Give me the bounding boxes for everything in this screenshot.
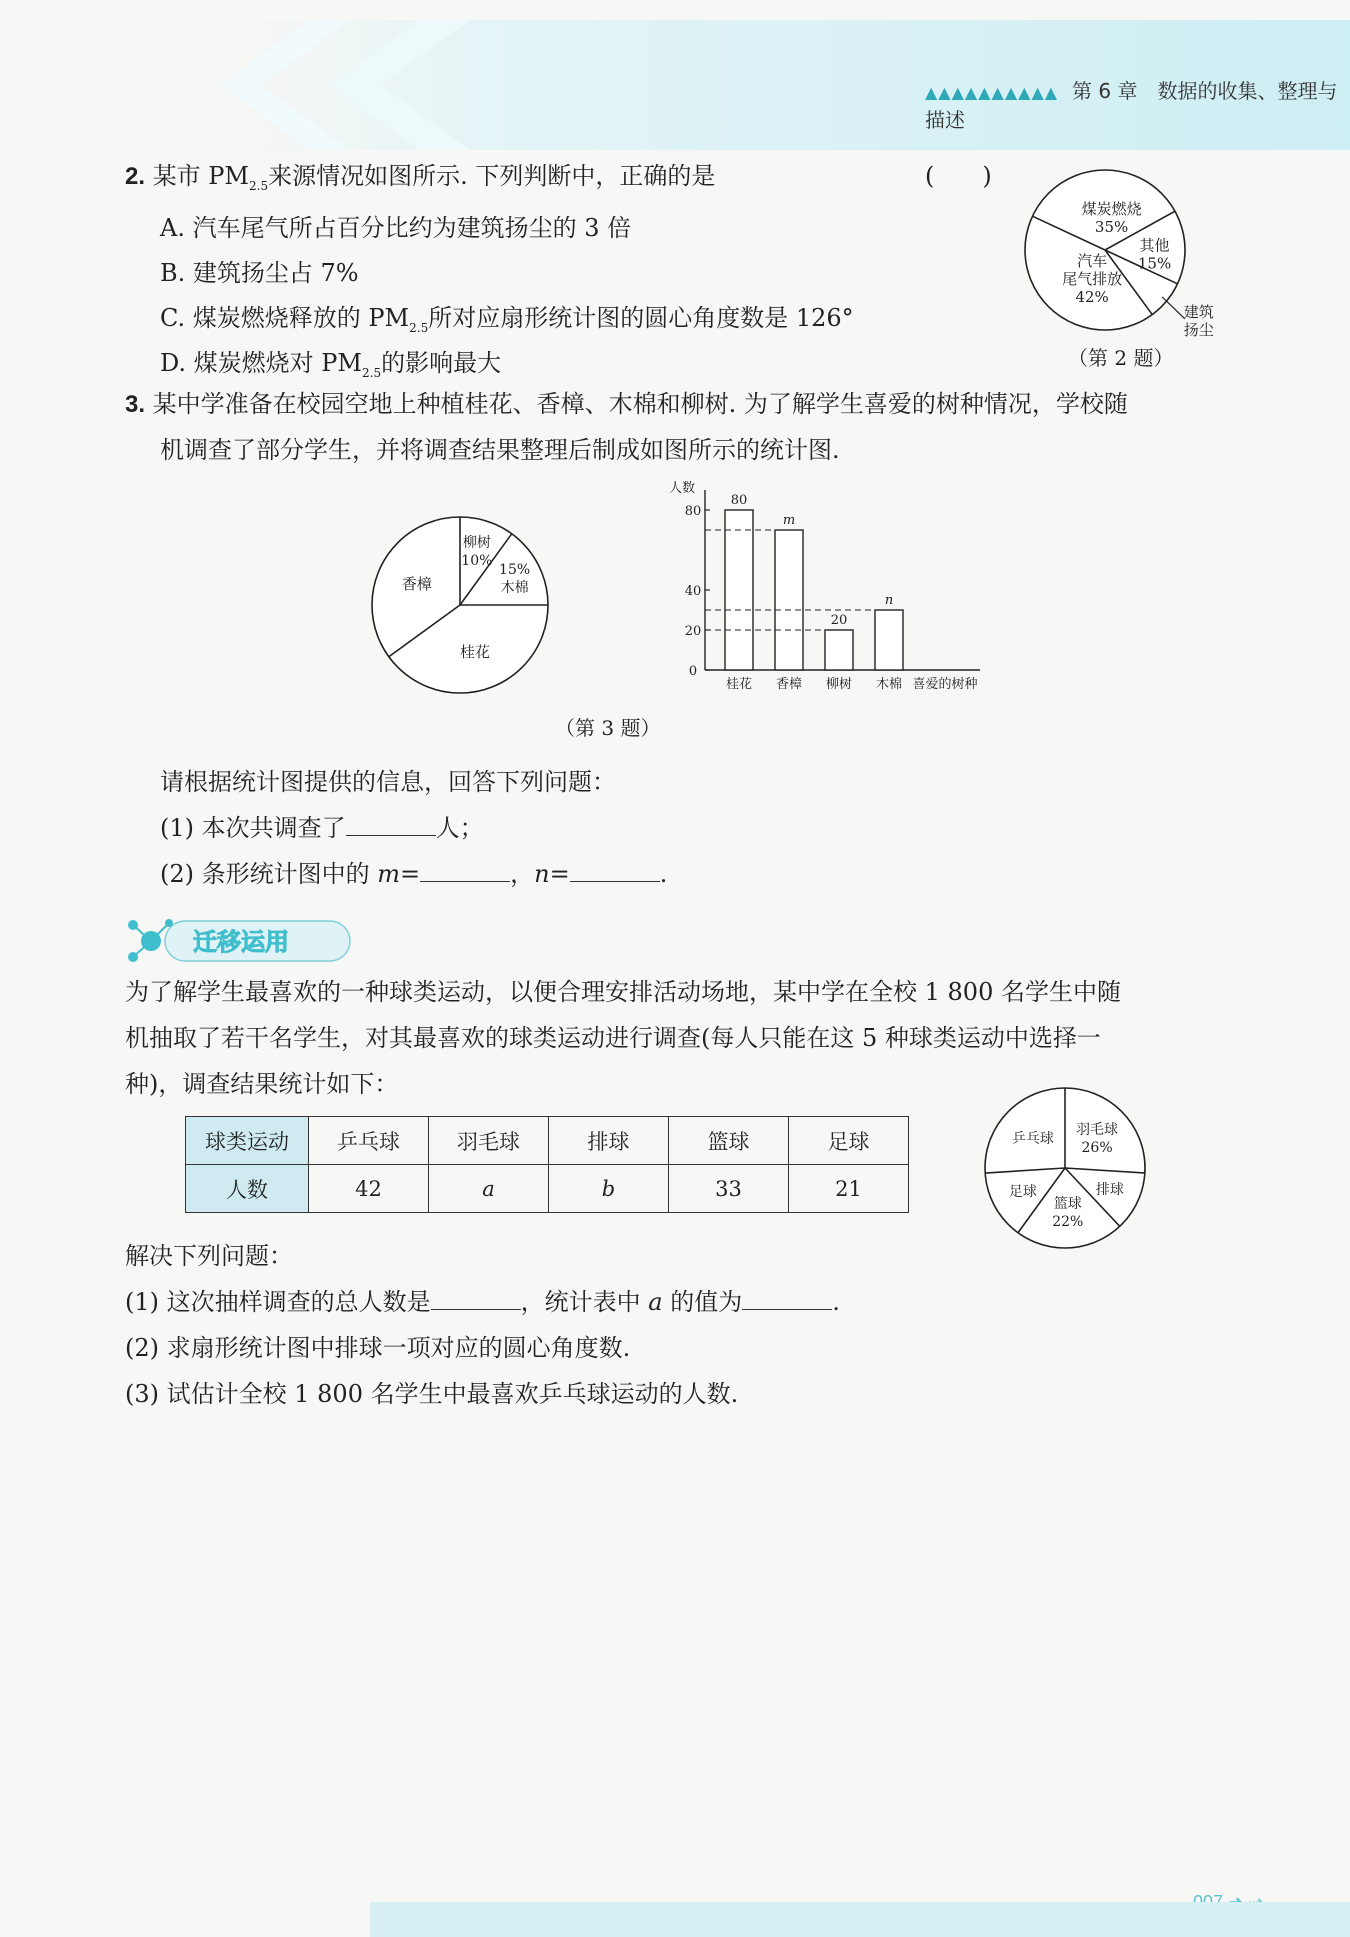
q3-answer-blank-m[interactable] bbox=[420, 859, 510, 882]
y-tick-label: 80 bbox=[684, 504, 702, 519]
section-badge-label: 迁移运用 bbox=[193, 927, 289, 956]
q4-answer-blank-total[interactable] bbox=[431, 1287, 521, 1310]
pie-label-camphor: 香樟 bbox=[401, 575, 432, 594]
chapter-decor-icon: ▲▲▲▲▲▲▲▲▲▲ bbox=[925, 83, 1059, 102]
pie-percent-car: 42% bbox=[1075, 287, 1109, 306]
q2-option-c-pre: C. 煤炭燃烧释放的 PM bbox=[160, 304, 410, 332]
table-row bbox=[186, 1165, 909, 1213]
table-header-cell: 排球 bbox=[549, 1117, 669, 1165]
q3-sub1-pre: (1) 本次共调查了 bbox=[160, 814, 346, 842]
pie-leader-line bbox=[1162, 297, 1185, 319]
pie-label-kapok: 木棉 bbox=[500, 580, 529, 597]
section-badge bbox=[125, 915, 355, 967]
chapter-heading bbox=[925, 75, 1350, 133]
q3-stem-line1 bbox=[125, 388, 1128, 421]
pie-label-build-2: 扬尘 bbox=[1183, 320, 1214, 339]
q4-sub1-mid: ，统计表中 bbox=[520, 1288, 649, 1316]
pie-label-4: 乒乓球 bbox=[1011, 1130, 1054, 1147]
bar-value-label: m bbox=[782, 513, 796, 528]
q3-sub1 bbox=[160, 812, 484, 844]
q2-option-c-post: 所对应扇形统计图的圆心角度数是 126° bbox=[428, 304, 854, 332]
q4-sub1-post: 的值为 bbox=[662, 1288, 743, 1316]
bar-柳树 bbox=[825, 630, 853, 670]
q3-answer-blank-n[interactable] bbox=[570, 859, 660, 882]
q3-sub2-end: . bbox=[659, 860, 668, 888]
q3-prompt: 请根据统计图提供的信息，回答下列问题： bbox=[160, 768, 616, 796]
pie-label-willow: 柳树 bbox=[462, 535, 491, 552]
table-header-cell: 羽毛球 bbox=[429, 1117, 549, 1165]
bar-value-label: n bbox=[884, 593, 894, 608]
y-axis-label: 人数 bbox=[668, 481, 696, 496]
q2-stem bbox=[125, 160, 715, 202]
q4-sub3: (3) 试估计全校 1 800 名学生中最喜欢乒乓球运动的人数. bbox=[125, 1380, 739, 1408]
pie-label-3: 足球 bbox=[1008, 1184, 1037, 1201]
pie-label-coal: 煤炭燃烧 bbox=[1081, 200, 1142, 219]
pie-percent-2: 22% bbox=[1052, 1213, 1084, 1230]
q3-caption: （第 3 题） bbox=[555, 716, 661, 740]
q3-sub2-eq1: = bbox=[400, 860, 421, 888]
q3-line1: 某中学准备在校园空地上种植桂花、香樟、木棉和柳树. 为了解学生喜爱的树种情况，学校随 bbox=[152, 390, 1128, 418]
table-cell: b bbox=[549, 1165, 669, 1213]
chapter-title: 第 6 章 数据的收集、整理与描述 bbox=[925, 79, 1338, 132]
q2-number: 2. bbox=[125, 163, 146, 190]
table-cell: 42 bbox=[309, 1165, 429, 1213]
pie-label-1: 排球 bbox=[1095, 1182, 1124, 1199]
pie-label-2: 篮球 bbox=[1053, 1195, 1082, 1212]
x-tick-label: 柳树 bbox=[825, 677, 853, 692]
pie-label-build-1: 建筑 bbox=[1183, 302, 1214, 321]
bar-value-label: 20 bbox=[830, 613, 848, 628]
x-tick-label: 木棉 bbox=[875, 677, 903, 692]
y-tick-label: 20 bbox=[684, 624, 702, 639]
table-cell: 33 bbox=[669, 1165, 789, 1213]
q4-stats-table bbox=[185, 1116, 909, 1213]
q3-sub2 bbox=[160, 858, 667, 890]
q4-sub1-a: a bbox=[648, 1288, 663, 1316]
q3-sub2-pre: (2) 条形统计图中的 bbox=[160, 860, 378, 888]
pie-label-car-2: 尾气排放 bbox=[1062, 269, 1123, 288]
pie-percent-0: 26% bbox=[1081, 1139, 1113, 1156]
bar-木棉 bbox=[875, 610, 903, 670]
table-cell: 人数 bbox=[186, 1165, 309, 1213]
footer-band bbox=[370, 1902, 1350, 1937]
q2-subscript: 2.5 bbox=[249, 178, 269, 193]
q2-option-a: A. 汽车尾气所占百分比约为建筑扬尘的 3 倍 bbox=[160, 214, 632, 242]
q2-option-c-sub: 2.5 bbox=[409, 320, 429, 335]
x-axis-label: 喜爱的树种 bbox=[912, 677, 978, 692]
pie-percent-coal: 35% bbox=[1094, 218, 1129, 237]
q3-bar-chart bbox=[660, 470, 1020, 695]
pie-label-0: 羽毛球 bbox=[1076, 1121, 1119, 1138]
table-header-cell: 乒乓球 bbox=[309, 1117, 429, 1165]
q2-option-c bbox=[160, 298, 854, 335]
q3-sub2-eq2: = bbox=[549, 860, 570, 888]
q3-answer-blank-total[interactable] bbox=[346, 813, 436, 836]
pie-label-car-1: 汽车 bbox=[1077, 251, 1108, 270]
y-tick-label: 40 bbox=[684, 584, 702, 599]
q4-sub1 bbox=[125, 1286, 840, 1318]
table-header-cell: 足球 bbox=[789, 1117, 909, 1165]
q2-option-d-sub: 2.5 bbox=[362, 365, 382, 380]
q3-sub2-n: n bbox=[534, 860, 550, 888]
q2-caption: （第 2 题） bbox=[1068, 346, 1174, 370]
x-tick-label: 桂花 bbox=[725, 677, 753, 692]
q3-sub1-post: 人； bbox=[435, 814, 484, 842]
q3-sub2-m: m bbox=[377, 860, 401, 888]
q2-text-pre: 某市 PM bbox=[152, 162, 250, 190]
q4-line2: 机抽取了若干名学生，对其最喜欢的球类运动进行调查(每人只能在这 5 种球类运动中选择一 bbox=[125, 1024, 1101, 1052]
q2-text-post: 来源情况如图所示. 下列判断中，正确的是 bbox=[268, 162, 716, 190]
table-cell: a bbox=[429, 1165, 549, 1213]
q4-solve: 解决下列问题： bbox=[125, 1242, 293, 1270]
q4-line1: 为了解学生最喜欢的一种球类运动，以便合理安排活动场地，某中学在全校 1 800 名学生中随 bbox=[125, 978, 1121, 1006]
q2-option-d-post: 的影响最大 bbox=[381, 349, 502, 377]
y-tick-label: 0 bbox=[688, 664, 698, 679]
q2-option-b: B. 建筑扬尘占 7% bbox=[160, 259, 359, 287]
q4-answer-blank-a[interactable] bbox=[742, 1287, 832, 1310]
q3-number: 3. bbox=[125, 391, 146, 418]
pie-percent-willow: 10% bbox=[461, 553, 493, 570]
pie-label-osmanthus: 桂花 bbox=[459, 643, 490, 662]
q3-pie-chart bbox=[365, 510, 555, 700]
table-header-cell: 球类运动 bbox=[186, 1117, 309, 1165]
q4-pie-chart bbox=[975, 1078, 1155, 1258]
q2-answer-paren: ( ) bbox=[925, 162, 992, 190]
pie-label-other: 其他 bbox=[1139, 236, 1170, 255]
x-tick-label: 香樟 bbox=[775, 677, 803, 692]
table-header-row bbox=[186, 1117, 909, 1165]
bar-香樟 bbox=[775, 530, 803, 670]
table-header-cell: 篮球 bbox=[669, 1117, 789, 1165]
q4-sub1-end: . bbox=[832, 1288, 840, 1316]
bar-value-label: 80 bbox=[730, 493, 748, 508]
q4-sub2: (2) 求扇形统计图中排球一项对应的圆心角度数. bbox=[125, 1334, 631, 1362]
q3-sub2-sep: ， bbox=[510, 860, 535, 888]
q4-line3: 种)，调查结果统计如下： bbox=[125, 1070, 399, 1098]
pie-percent-other: 15% bbox=[1137, 254, 1172, 273]
q2-option-d bbox=[160, 343, 501, 380]
pie-percent-kapok: 15% bbox=[499, 562, 531, 579]
q4-sub1-pre: (1) 这次抽样调查的总人数是 bbox=[125, 1288, 431, 1316]
q3-line2: 机调查了部分学生，并将调查结果整理后制成如图所示的统计图. bbox=[160, 436, 840, 464]
bar-桂花 bbox=[725, 510, 753, 670]
q2-option-d-pre: D. 煤炭燃烧对 PM bbox=[160, 349, 362, 377]
q2-pie-chart bbox=[1020, 160, 1230, 340]
table-cell: 21 bbox=[789, 1165, 909, 1213]
